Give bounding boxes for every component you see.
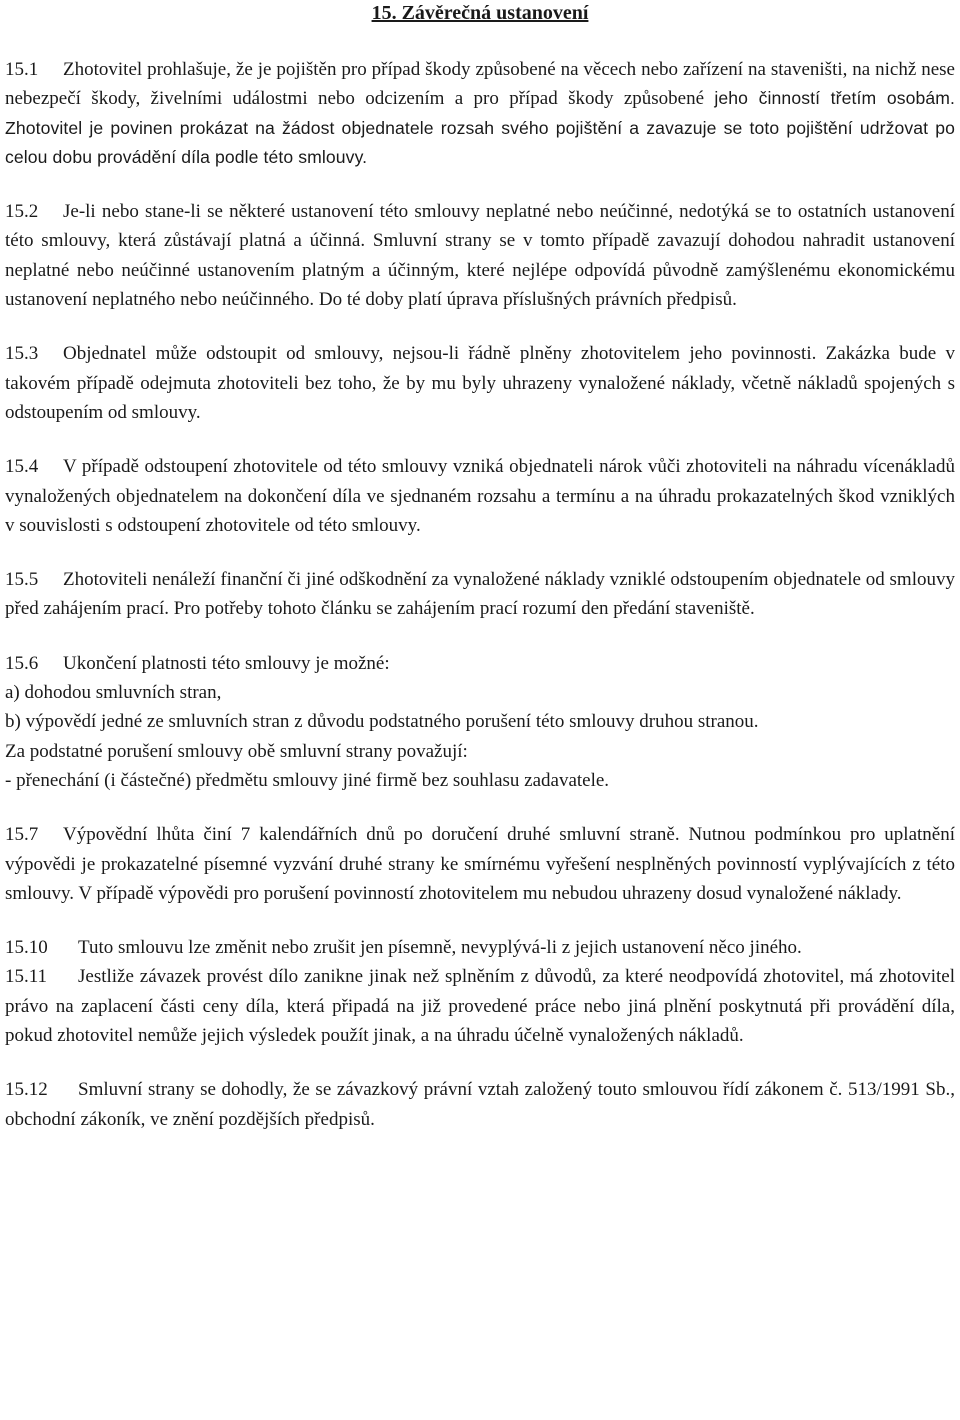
clause-15-5 [5,565,955,624]
clause-intro [5,649,955,678]
clause-number: 15.5 [5,569,39,591]
clause-number: 15.10 [5,937,48,959]
clause-number: 15.6 [5,652,39,674]
clause-number: 15.1 [5,59,39,80]
section-title: 15. Závěrečná ustanovení [371,2,589,24]
clause-15-2 [5,197,955,314]
clause-number: 15.7 [5,824,39,846]
clause-text: Ukončení platnosti této smlouvy je možné: [63,652,390,674]
clause-note-item: - přenechání (i částečné) předmětu smlouvy jiné firmě bez souhlasu zadavatele. [5,769,610,791]
clause-text-sans: jeho činností třetím osobám. Zhotovitel je povinen prokázat na žádost objednatele rozsah svého pojištění a zavazuje se toto pojištění udržovat po celou dobu provádění díla podle této smlouvy. [5,88,955,167]
clause-text: Výpovědní lhůta činí 7 kalendářních dnů po doručení druhé smluvní straně. Nutnou podmínkou pro uplatnění výpovědi je prokazatelné písemné vyzvání druhé strany ke smírnému vyřešení nesplněných povinností vyplývajících z této smlouvy. V případě výpovědi pro porušení povinností zhotovitelem mu nebudou uhrazeny dosud vynaložené náklady. [5,824,955,904]
clause-text: Objednatel může odstoupit od smlouvy, nejsou-li řádně plněny zhotovitelem jeho povinnosti. Zakázka bude v takovém případě odejmuta zhotoviteli bez toho, že by mu byly uhrazeny vynaložené náklady, včetně nákladů spojených s odstoupením od smlouvy. [5,343,955,423]
clause-text: V případě odstoupení zhotovitele od této smlouvy vzniká objednateli nárok vůči zhotoviteli na náhradu vícenákladů vynaložených objednatelem na dokončení díla ve sjednaném rozsahu a termínu a na úhradu prokazatelných škod vzniklých v souvislosti s odstoupení zhotovitele od této smlouvy. [5,456,955,536]
clause-number: 15.3 [5,343,39,365]
clause-15-10 [5,933,955,962]
clause-text: Tuto smlouvu lze změnit nebo zrušit jen písemně, nevyplývá-li z jejich ustanovení něco jiného. [78,937,802,959]
clause-15-1 [5,55,955,172]
clause-number: 15.11 [5,966,48,988]
clause-text: Zhotovitel prohlašuje, že je pojištěn pro případ škody způsobené na věcech nebo zařízení na staveništi, na nichž nese nebezpečí škody, živelními událostmi nebo odcizením a pro případ škody způsobené [5,59,955,110]
list-item-b: b) výpovědí jedné ze smluvních stran z důvodu podstatného porušení této smlouvy druhou stranou. [5,711,759,733]
clause-15-7 [5,820,955,908]
clause-note: Za podstatné porušení smlouvy obě smluvní strany považují: [5,740,468,762]
clause-number: 15.2 [5,201,39,223]
list-item-a: a) dohodou smluvních stran, [5,682,222,704]
clause-15-6 [5,649,955,795]
clause-15-4 [5,452,955,540]
clause-15-11 [5,962,955,1050]
clause-15-3 [5,339,955,427]
clause-15-12 [5,1075,955,1134]
clause-text: Smluvní strany se dohodly, že se závazkový právní vztah založený touto smlouvou řídí zákonem č. 513/1991 Sb., obchodní zákoník, ve znění pozdějších předpisů. [5,1079,955,1130]
clause-number: 15.4 [5,456,39,478]
clause-text: Jestliže závazek provést dílo zanikne jinak než splněním z důvodů, za které neodpovídá zhotovitel, má zhotovitel právo na zaplacení části ceny díla, která připadá na již provedené práce nebo jiná plnění poskytnutá při provádění díla, pokud zhotovitel nemůže jejich výsledek použít jinak, a na úhradu účelně vynaložených nákladů. [5,966,955,1047]
document-page [5,0,955,1134]
clause-text: Je-li nebo stane-li se některé ustanovení této smlouvy neplatné nebo neúčinné, nedotýká se to ostatních ustanovení této smlouvy, která zůstávají platná a účinná. Smluvní strany se v tomto případě zavazují dohodou nahradit ustanovení neplatné nebo neúčinné ustanovením platným a účinným, které nejlépe odpovídá původně zamýšlenému ekonomickému ustanovení neplatného nebo neúčinného. Do té doby platí úprava příslušných právních předpisů. [5,201,955,311]
clause-number: 15.12 [5,1079,48,1101]
clause-text: Zhotoviteli nenáleží finanční či jiné odškodnění za vynaložené náklady vzniklé odstoupením objednatele od smlouvy před zahájením prací. Pro potřeby tohoto článku se zahájením prací rozumí den předání staveniště. [5,569,955,620]
